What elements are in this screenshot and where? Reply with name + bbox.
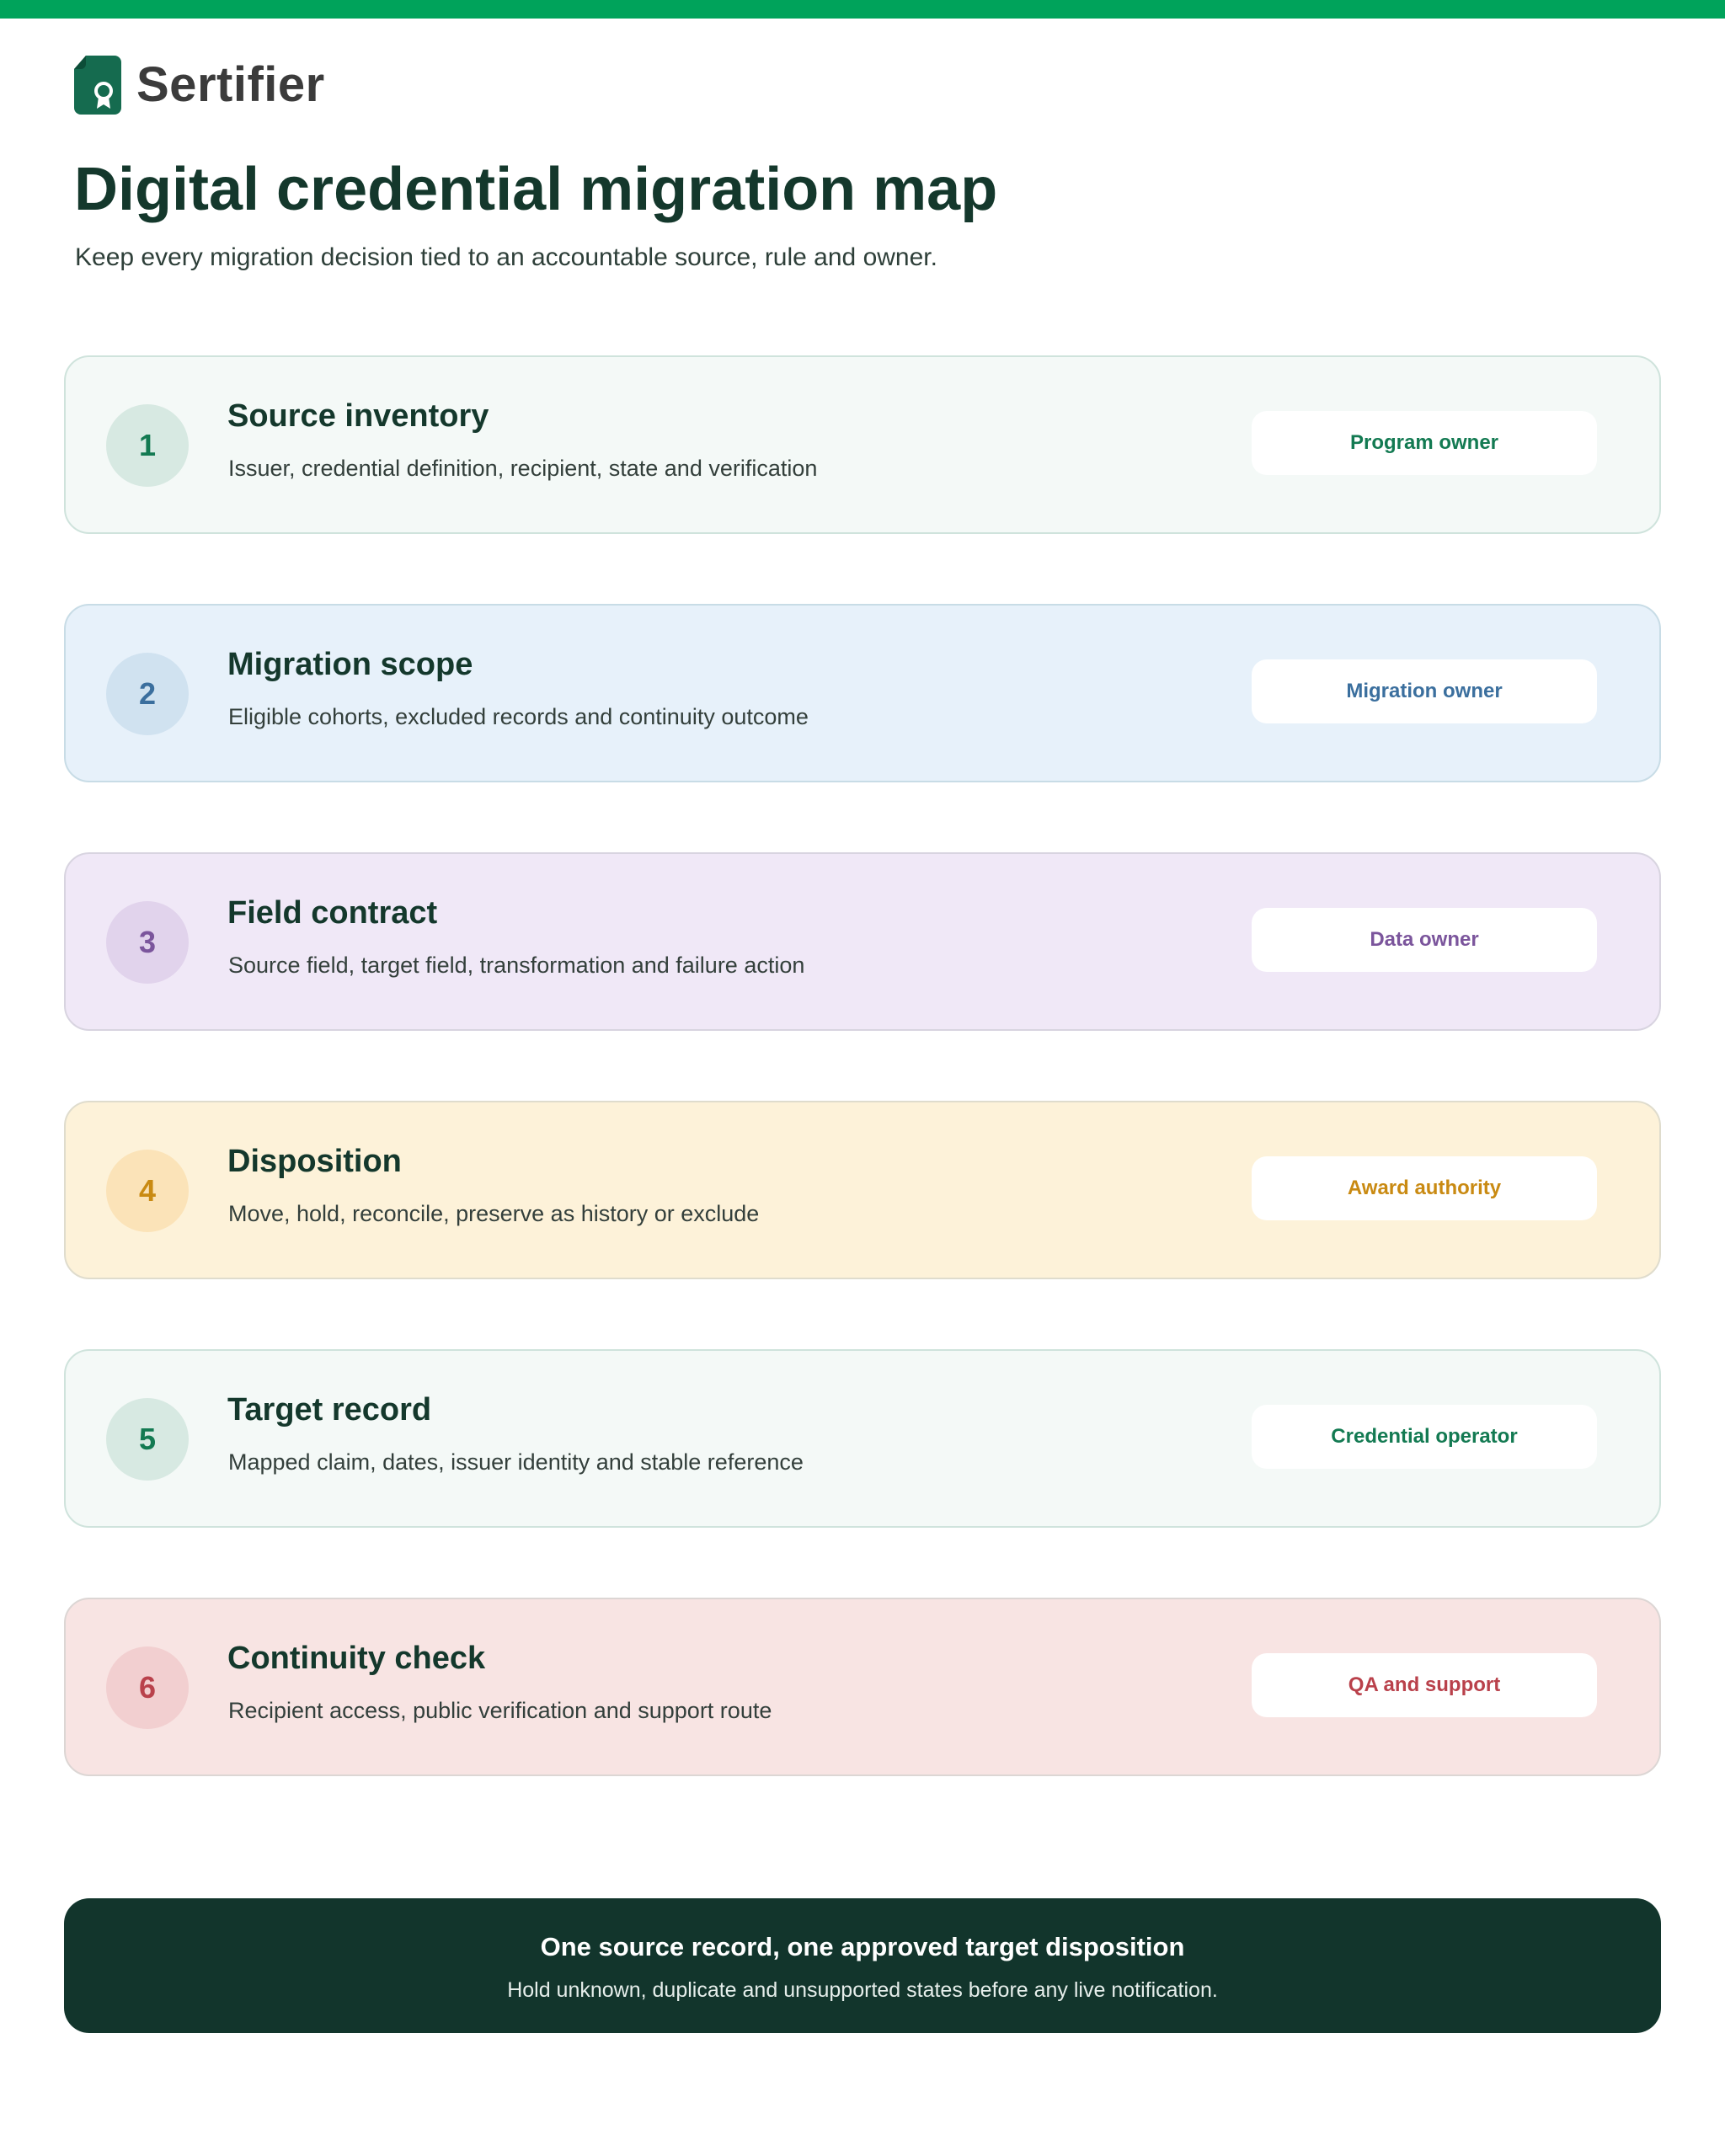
step-card-disposition: [64, 1101, 1661, 1279]
step-title: Field contract: [227, 895, 438, 931]
brand-name: Sertifier: [136, 57, 325, 112]
step-description: Issuer, credential definition, recipient, state and verification: [228, 456, 818, 481]
step-title: Migration scope: [227, 647, 473, 682]
step-description: Move, hold, reconcile, preserve as history or exclude: [228, 1201, 760, 1226]
summary-title: One source record, one approved target disposition: [540, 1932, 1185, 1961]
step-number-badge: 1: [106, 404, 189, 487]
step-card-migration-scope: [64, 604, 1661, 782]
step-description: Mapped claim, dates, issuer identity and stable reference: [228, 1449, 804, 1475]
summary-banner: [64, 1898, 1661, 2033]
step-number-badge: 5: [106, 1398, 189, 1481]
step-description: Eligible cohorts, excluded records and continuity outcome: [228, 704, 809, 729]
step-card-continuity-check: [64, 1598, 1661, 1776]
step-description: Source field, target field, transformation and failure action: [228, 953, 805, 978]
step-card-source-inventory: [64, 355, 1661, 534]
step-owner-badge: QA and support: [1252, 1653, 1597, 1717]
step-owner-badge: Migration owner: [1252, 659, 1597, 723]
certificate-badge-icon: [74, 56, 121, 115]
step-title: Source inventory: [227, 398, 489, 434]
step-number-badge: 4: [106, 1150, 189, 1232]
step-owner-badge: Credential operator: [1252, 1405, 1597, 1469]
step-owner-badge: Award authority: [1252, 1156, 1597, 1220]
step-owner-badge: Data owner: [1252, 908, 1597, 972]
summary-subtitle: Hold unknown, duplicate and unsupported states before any live notification.: [507, 1978, 1218, 2002]
step-card-target-record: [64, 1349, 1661, 1528]
brand-logo: [74, 56, 325, 115]
step-number-badge: 6: [106, 1646, 189, 1729]
step-owner-badge: Program owner: [1252, 411, 1597, 475]
step-title: Target record: [227, 1392, 432, 1428]
step-title: Continuity check: [227, 1641, 486, 1676]
top-accent-bar: [0, 0, 1725, 19]
step-title: Disposition: [227, 1144, 402, 1179]
step-number-badge: 3: [106, 901, 189, 984]
page-subtitle: Keep every migration decision tied to an accountable source, rule and owner.: [75, 243, 937, 271]
migration-steps-list: [64, 355, 1661, 1846]
page-title: Digital credential migration map: [74, 156, 998, 223]
step-number-badge: 2: [106, 653, 189, 735]
step-description: Recipient access, public verification and support route: [228, 1698, 772, 1723]
step-card-field-contract: [64, 852, 1661, 1031]
